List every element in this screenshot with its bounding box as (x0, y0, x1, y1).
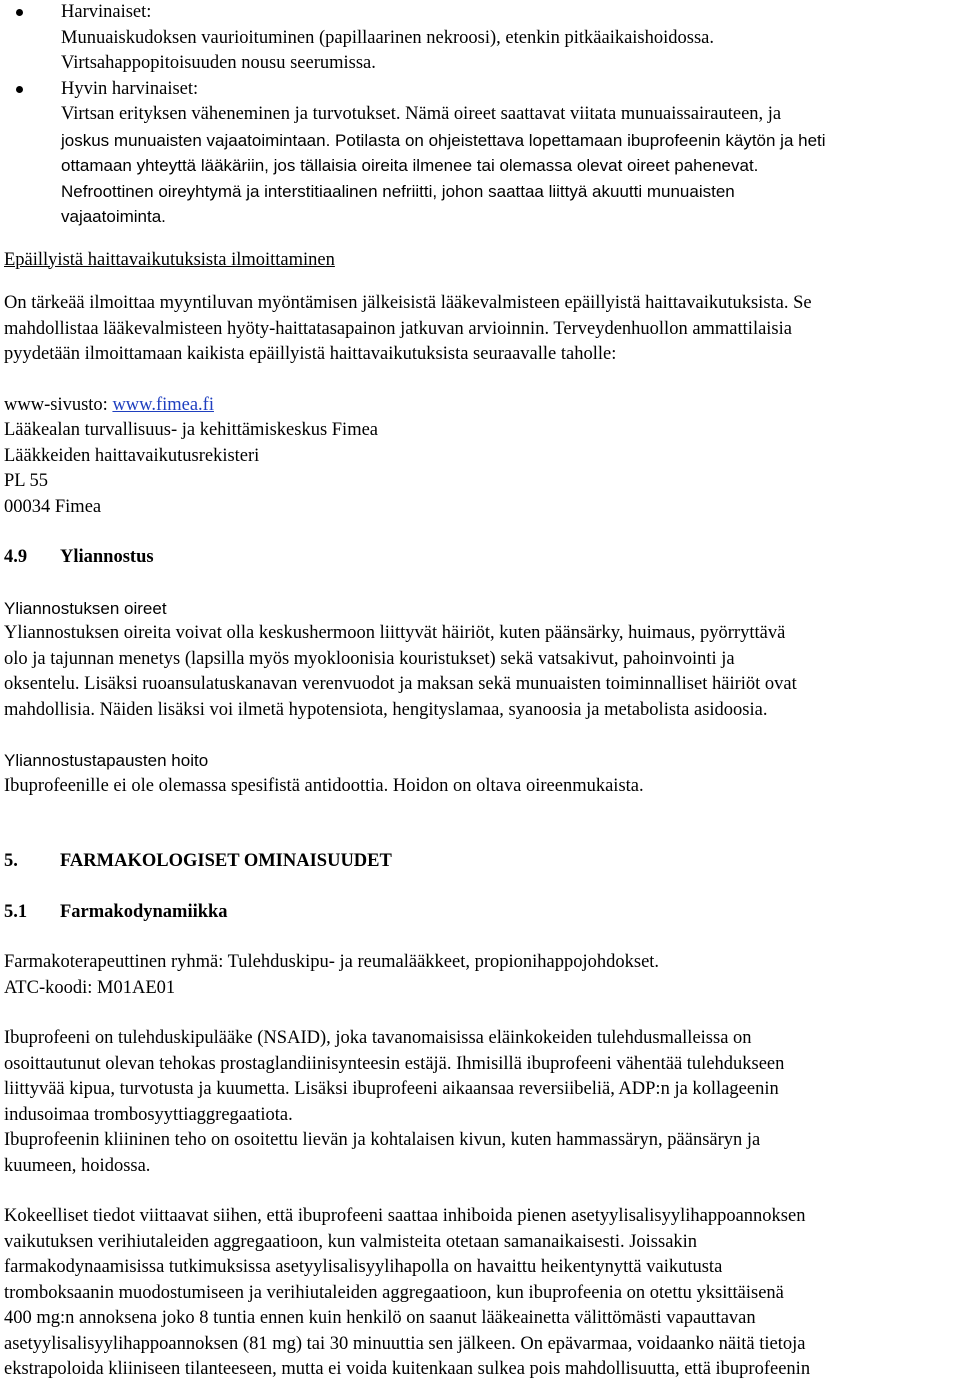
address-line: Lääkealan turvallisuus- ja kehittämiskeskus Fimea (4, 420, 379, 440)
section-heading-4-9 (4, 545, 956, 571)
pharmacodynamics-paragraph-2 (4, 1204, 956, 1383)
address-line: PL 55 (4, 471, 49, 491)
paragraph-line: liittyvää kipua, turvotusta ja kuumetta. Lisäksi ibuprofeeni aikaansaa reversiibeliä, ADP:n ja kollageenin (4, 1079, 779, 1099)
subsection-heading: Yliannostuksen oireet (4, 598, 167, 618)
bullet-line: joskus munuaisten vajaatoimintaan. Potilasta on ohjeistettava lopettamaan ibuprofeenin käytön ja heti (61, 130, 826, 150)
paragraph-line: oksentelu. Lisäksi ruoansulatuskanavan verenvuodot ja maksan sekä munuaisten toiminnalliset häiriöt ovat (4, 674, 797, 694)
bullet-line: Nefroottinen oireyhtymä ja interstitiaalinen nefriitti, johon saattaa liittyä akuutti munuaisten (61, 181, 735, 201)
paragraph-line: mahdollisia. Näiden lisäksi voi ilmetä hypotensiota, hengityslamaa, syanoosia ja metabolista asidoosia. (4, 699, 768, 720)
bullet-rare (4, 0, 956, 77)
subsection-heading: Yliannostustapausten hoito (4, 751, 209, 770)
section-title: Yliannostus (60, 547, 154, 567)
paragraph-line: Farmakoterapeuttinen ryhmä: Tulehduskipu- ja reumalääkkeet, propionihappojohdokset. (4, 952, 660, 972)
bullet-very-rare (4, 77, 956, 230)
paragraph-line: 400 mg:n annoksena joko 8 tuntia ennen kuin henkilö on saanut lääkeainetta välittömästi vapauttavan (4, 1308, 756, 1328)
section-title: FARMAKOLOGISET OMINAISUUDET (60, 851, 392, 871)
paragraph-line: osoittautunut olevan tehokas prostaglandiinisynteesin estäjä. Ihmisillä ibuprofeeni vähentää tulehdukseen (4, 1053, 785, 1074)
address-line: Lääkkeiden haittavaikutusrekisteri (4, 445, 260, 466)
paragraph-line: Kokeelliset tiedot viittaavat siihen, että ibuprofeeni saattaa inhiboida pienen asetyylisalisyylihappoannoksen (4, 1206, 806, 1226)
document-page (4, 0, 956, 1383)
section-number: 4.9 (4, 547, 28, 567)
paragraph-line: Ibuprofeenin kliininen teho on osoitettu lievän ja kohtalaisen kivun, kuten hammassäryn, päänsäryn ja (4, 1130, 761, 1150)
paragraph-line: vaikutuksen verihiutaleiden aggregaatioon, kun valmisteita otetaan samanaikaisesti. Joissakin (4, 1231, 698, 1252)
paragraph-line: Ibuprofeenille ei ole olemassa spesifistä antidoottia. Hoidon on oltava oireenmukaista. (4, 775, 644, 796)
reporting-heading: Epäillyistä haittavaikutuksista ilmoittaminen (4, 249, 335, 270)
bullet-heading: Harvinaiset: (61, 2, 152, 22)
bullet-icon (16, 9, 23, 16)
paragraph-line: ekstrapoloida kliiniseen tilanteeseen, mutta ei voida kuitenkaan sulkea pois mahdollisuutta, että ibuprofeenin (4, 1359, 811, 1379)
paragraph-line: Yliannostuksen oireita voivat olla keskushermoon liittyvät häiriöt, kuten päänsärky, huimaus, pyörryttävä (4, 623, 786, 643)
bullet-heading: Hyvin harvinaiset: (61, 78, 199, 99)
paragraph-line: Ibuprofeeni on tulehduskipulääke (NSAID), joka tavanomaisissa eläinkokeiden tulehdusmalleissa on (4, 1028, 752, 1048)
section-title: Farmakodynamiikka (60, 901, 228, 922)
bullet-line: vajaatoiminta. (61, 207, 166, 226)
paragraph-line: olo ja tajunnan menetys (lapsilla myös myokloonisia kouristukset) sekä vatsakivut, pahoinvointi ja (4, 648, 735, 669)
paragraph-line: pyydetään ilmoittamaan kaikista epäillyistä haittavaikutuksista seuraavalle taholle: (4, 344, 617, 364)
paragraph-line: kuumeen, hoidossa. (4, 1155, 151, 1176)
fimea-link[interactable]: www.fimea.fi (112, 394, 214, 415)
paragraph-line: farmakodynaamisissa tutkimuksissa asetyylisalisyylihapolla on havaittu heikentynyttä vaikutusta (4, 1257, 723, 1277)
paragraph-line: tromboksaanin muodostumiseen ja verihiutaleiden aggregaatioon, kun ibuprofeenia on otettu yksittäisenä (4, 1282, 784, 1303)
website-label: www-sivusto: (4, 394, 113, 415)
reporting-paragraph (4, 291, 956, 368)
bullet-line: ottamaan yhteyttä lääkäriin, jos tällaisia oireita ilmenee tai olemassa olevat oireet pahenevat. (61, 156, 759, 175)
paragraph-line: mahdollistaa lääkevalmisteen hyöty-haittatasapainon jatkuvan arvioinnin. Terveydenhuollon ammattilaisia (4, 318, 792, 339)
bullet-line: Munuaiskudoksen vaurioituminen (papillaarinen nekroosi), etenkin pitkäaikaishoidossa. (61, 27, 715, 48)
adverse-effects-list (4, 0, 956, 230)
website-line (4, 393, 956, 419)
bullet-line: Virtsahappopitoisuuden nousu seerumissa. (61, 53, 376, 73)
paragraph-line: ATC-koodi: M01AE01 (4, 977, 176, 998)
section-number: 5.1 (4, 901, 28, 922)
section-number: 5. (4, 851, 18, 871)
pharmacodynamics-paragraph-1 (4, 1026, 956, 1179)
bullet-icon (16, 86, 23, 93)
paragraph-line: asetyylisalisyylihappoannoksen (81 mg) tai 30 minuuttia sen jälkeen. On epävarmaa, voidaanko näitä tietoja (4, 1333, 806, 1354)
section-heading-5-1 (4, 900, 956, 926)
bullet-line: Virtsan erityksen väheneminen ja turvotukset. Nämä oireet saattavat viitata munuaissairauteen, ja (61, 104, 782, 124)
address-line: 00034 Fimea (4, 496, 102, 517)
paragraph-line: indusoimaa trombosyyttiaggregaatiota. (4, 1104, 293, 1125)
paragraph-line: On tärkeää ilmoittaa myyntiluvan myöntämisen jälkeisistä lääkevalmisteen epäillyistä haittavaikutuksista. Se (4, 293, 812, 313)
section-heading-5 (4, 849, 956, 875)
